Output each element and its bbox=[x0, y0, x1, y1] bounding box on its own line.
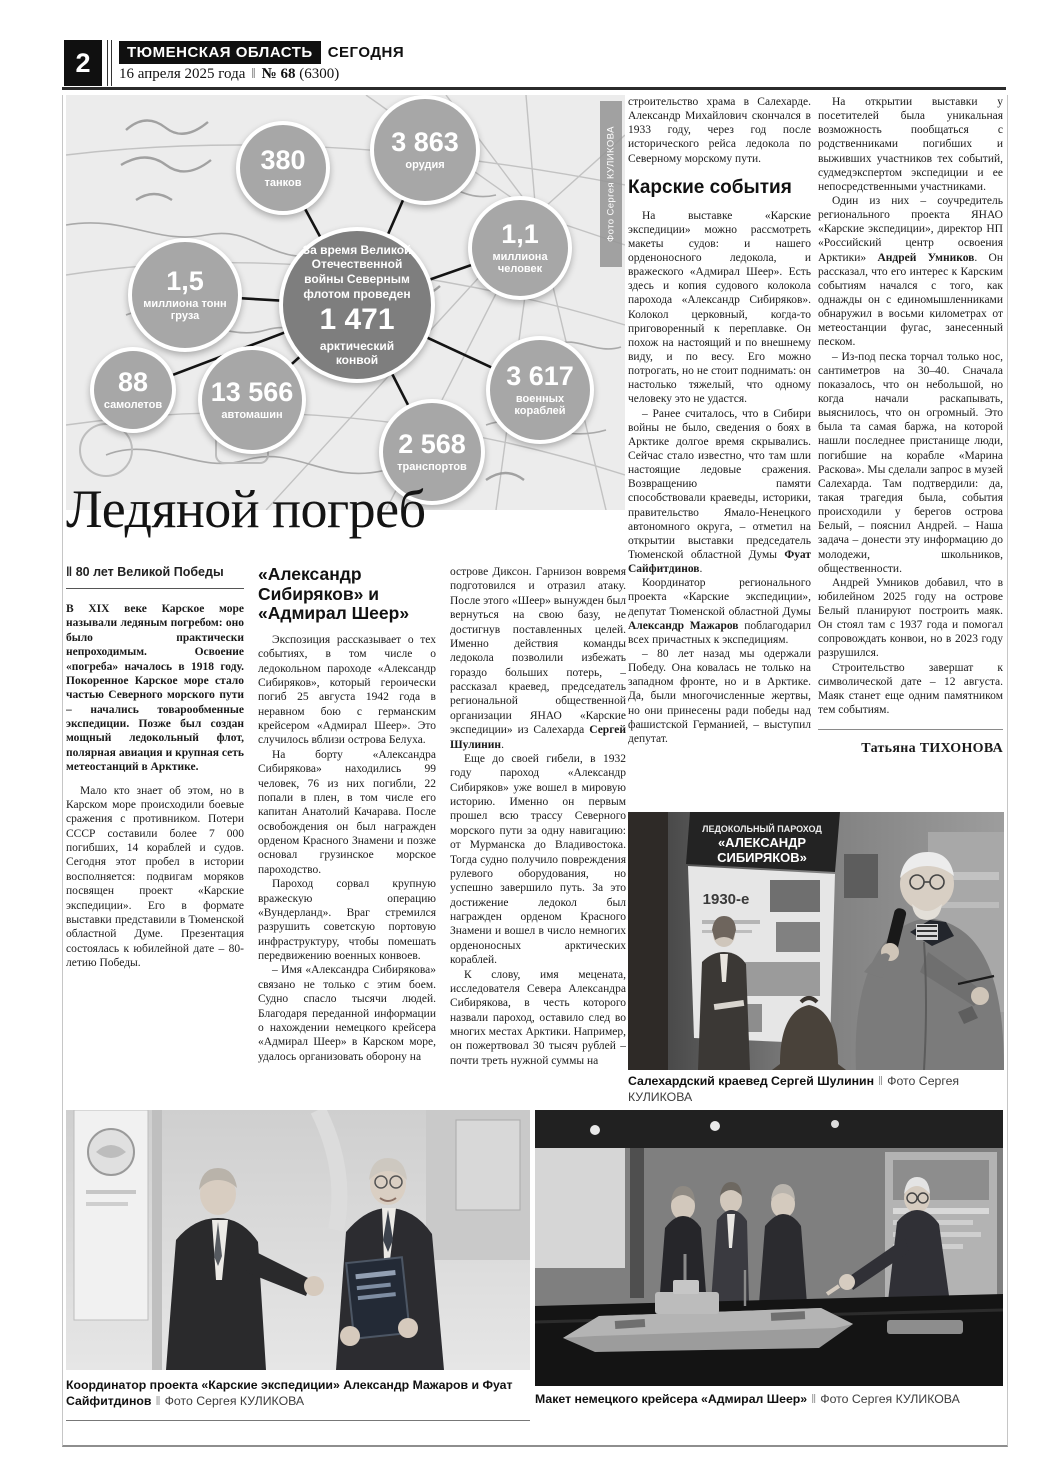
stat-cargo bbox=[128, 238, 242, 352]
paragraph: строительство храма в Салехарде. Александр Михайлович скончался в 1933 году, через год после исторического рейса ледокола по Северному морскому пути. bbox=[628, 96, 811, 165]
paragraph: На борту «Александра Сибирякова» находились 99 человек, 76 из них погибли, 22 попали в плен, в том числе его капитан Анатолий Качарава. После освобождения он был награжден орденом Красного Знамени и позже основал грузинское морское пароходство. bbox=[258, 748, 436, 876]
paragraph bbox=[628, 576, 811, 647]
stat-label: автомашин bbox=[221, 408, 283, 421]
article-title: Ледяной погреб bbox=[66, 479, 426, 539]
caption-separator: ‖ bbox=[878, 1074, 884, 1088]
stat-label: самолетов bbox=[103, 398, 163, 411]
caption-credit: Фото Сергея КУЛИКОВА bbox=[628, 1074, 960, 1104]
paragraph: На открытии выставки у посетителей была уникальная возможность пообщаться с родственниками погибших и выживших участников тех событий, судмедэкспертом экспедиции и ее непосредственными участниками. bbox=[818, 96, 1003, 193]
text-run: поблагодарил всех причастных к экспедициям. bbox=[628, 619, 811, 646]
paragraph: Экспозиция рассказывает о тех событиях, в том числе о ледокольном пароходе «Александр Сибиряков», который героически погиб 25 августа 1942 года в неравном бою с германским крейсером «Адмирал Шеер». Это случилось вблизи острова Белуха. bbox=[258, 633, 436, 747]
paragraph: Андрей Умников добавил, что в юбилейном 2025 году на острове Белый планируют построить маяк. Он стоял там с 1937 года и помогал сопровождать конвои, но в 2023 году разрушился. bbox=[818, 576, 1003, 660]
banner-title-line3: СИБИРЯКОВ» bbox=[717, 850, 807, 865]
text-run: . Он рассказал, что его интерес к Карским событиям начался с того, как однажды он с единомышленниками обнаружил в восьми километрах от метеостанции фугас, занесенный песком. bbox=[818, 251, 1003, 349]
stat-guns bbox=[370, 95, 480, 205]
text-run: Координатор регионального проекта «Карские экспедиции», депутат Тюменской областной Думы bbox=[628, 577, 811, 618]
caption-credit: Фото Сергея КУЛИКОВА bbox=[820, 1392, 960, 1406]
paragraph: Строительство завершат к символической дате – 12 августа. Маяк станет еще одним памятником тем событиям. bbox=[818, 661, 1003, 717]
stat-value: 1,1 bbox=[501, 218, 539, 249]
stat-center-convoys bbox=[279, 227, 435, 383]
stat-value: 3 617 bbox=[506, 360, 574, 391]
paragraph: К слову, имя мецената, исследователя Севера Александра Сибирякова, в честь которого назвали пароход, оставило след во многих местах Арктики. Например, он пожертвовал 30 тысяч рублей – почти треть нужной суммы на bbox=[450, 968, 626, 1067]
text-run: . bbox=[501, 738, 504, 751]
person-name: Фуат Сайфитдинов bbox=[628, 548, 811, 576]
text-run: . bbox=[699, 563, 703, 576]
subhead-karskie-sobytiya: Карские события bbox=[628, 176, 792, 198]
text-run: острове Диксон. Гарнизон вовремя подготовился и отразил атаку. После этого «Шеер» вынужден был вернуться на свою базу, не достигнув поставленных целей. Именно действия команды ледокола позволили избежать гораздо больших потерь, – рассказал краевед, председатель региональной общественной организации ЯНАО «Карские экспедиции» из Салехарда bbox=[450, 566, 626, 737]
person-name: Андрей Умников bbox=[877, 251, 975, 264]
issue-detail: (6300) bbox=[299, 66, 340, 82]
paragraph bbox=[450, 565, 626, 752]
photo-credit-vertical: Фото Сергея КУЛИКОВА bbox=[600, 101, 622, 267]
caption-shulinin bbox=[628, 1074, 1004, 1106]
stat-people bbox=[468, 196, 572, 300]
article-column-5 bbox=[818, 95, 1003, 809]
caption-text: Координатор проекта «Карские экспедиции» Александр Мажаров и Фуат Сайфитдинов bbox=[66, 1378, 513, 1408]
stat-planes bbox=[90, 347, 176, 433]
person-name: Сергей Шулинин bbox=[450, 724, 626, 751]
infographic-convoys bbox=[66, 95, 625, 510]
stat-value: 88 bbox=[117, 366, 149, 397]
caption-text: Салехардский краевед Сергей Шулинин bbox=[628, 1074, 875, 1088]
paragraph bbox=[818, 194, 1003, 350]
stat-label: миллиона человек bbox=[492, 250, 548, 275]
stat-value: 3 863 bbox=[391, 126, 459, 157]
header-divider bbox=[107, 40, 112, 86]
dateline-separator: ‖ bbox=[251, 66, 256, 82]
paragraph: На выставке «Карские экспедиции» можно рассмотреть макеты судов: и нашего орденоносного ледокола, и вражеского «Адмирал Шеер». Есть здесь и копия судового колокола парохода «Александр Сибиряков». Колокол церковный, когда-то приговоренный к переплавке. Он похож на настоящий и по внешнему виду, и по весу. Его можно потрогать, но не стоит поднимать: он настолько тяжелый, что одному человеку это не удастся. bbox=[628, 209, 811, 406]
article-column-2 bbox=[258, 565, 436, 1097]
photo-mazharov-sayfitdinov bbox=[66, 1110, 530, 1370]
stat-tanks bbox=[236, 121, 330, 215]
caption-credit: Фото Сергея КУЛИКОВА bbox=[164, 1393, 305, 1408]
subhead-sibiryakov: «Александр Сибиряков» и «Адмирал Шеер» bbox=[258, 565, 410, 624]
stat-center-text: За время Великой Отечественной войны Северным флотом проведен bbox=[302, 242, 412, 301]
stat-label: орудия bbox=[405, 158, 445, 171]
photo-shulinin bbox=[628, 812, 1004, 1070]
stat-center-label: арктический конвой bbox=[319, 339, 395, 367]
stat-label: танков bbox=[264, 176, 302, 189]
stat-label: миллиона тонн груза bbox=[143, 297, 227, 322]
banner-title-line2: «АЛЕКСАНДР bbox=[717, 835, 807, 850]
paragraph: Мало кто знает об этом, но в Карском море происходили боевые сражения с противником. Потери СССР составили более 7 000 погибших, 14 кораблей и судов. Сегодня этот пробел в истории восполняется: подвигам моряков посвящен проект «Карские экспедиции». Его в формате выставки представили в Тюменской областной Думе. Презентация состоялась к юбилейной дате – 80-летию Победы. bbox=[66, 784, 244, 969]
photo-ship-model bbox=[535, 1110, 1003, 1386]
paragraph: – Из-под песка торчал только нос, сантиметров на 30–40. Сначала показалось, что он небольшой, но когда начали раскапывать, выяснилось, что он огромный. Это была та самая баржа, на которой нашли последнее пристанище люди, погибшие на корабле «Марина Раскова». Мы сделали запрос в музей Салехарда. Там подтвердили: да, такая трагедия была, события происходили у берегов острова Белый, – пояснил Андрей. – Наша задача – донести эту информацию до молодежи, школьников, общественности. bbox=[818, 350, 1003, 575]
masthead bbox=[119, 41, 404, 64]
stat-label: военных кораблей bbox=[514, 392, 566, 417]
stat-value: 380 bbox=[260, 144, 306, 175]
caption-separator: ‖ bbox=[155, 1393, 161, 1408]
banner-decade-label: 1930-е bbox=[702, 891, 750, 908]
article-column-1 bbox=[66, 565, 244, 1097]
issue-number: № 68 bbox=[261, 66, 296, 82]
paragraph: Еще до своей гибели, в 1932 году пароход «Александр Сибиряков» уже вошел в мировую историю. Именно он первым прошел всю трассу Северного морского пути за одну навигацию: от Мурманска до Владивостока. Тогда судно получило повреждения рулевого оборудования, но успешно завершило путь. За это достижение ледокол был награжден орденом Красного Знамени и вошел в число немногих орденоносных арктических кораблей. bbox=[450, 752, 626, 967]
caption-rule bbox=[66, 1420, 530, 1421]
text-run: Один из них – соучредитель регионального проекта ЯНАО «Карские экспедиции», директор НП «Российский центр освоения Арктики» bbox=[818, 194, 1003, 264]
kicker-badge: ‖ 80 лет Великой Победы bbox=[66, 565, 244, 589]
article-lede: В XIX веке Карское море называли ледяным погребом: оно было практически непроходимым. Освоение «погреба» началось в 1918 году. Покоренное Карское море стало частью Северного морского пути – начались товарообменные экспедиции. Позже был создан мощный ледокольный флот, полярная авиация и крупная сеть метеостанций в Арктике. bbox=[66, 603, 244, 774]
article-column-3 bbox=[450, 565, 626, 1097]
stat-warships bbox=[486, 336, 594, 444]
paragraph bbox=[628, 407, 811, 577]
stat-label: транспортов bbox=[397, 460, 467, 473]
author-byline: Татьяна ТИХОНОВА bbox=[818, 729, 1003, 757]
stat-value: 13 566 bbox=[210, 376, 294, 407]
issue-date: 16 апреля 2025 года bbox=[119, 66, 246, 82]
stat-center-value: 1 471 bbox=[319, 303, 395, 337]
paragraph: – 80 лет назад мы одержали Победу. Она ковалась не только на западном фронте, но и в Арктике. Да, были многочисленные жертвы, но они принесены ради победы над фашистской Германией, – выступил депутат. bbox=[628, 647, 811, 745]
caption-ship-model bbox=[535, 1392, 1003, 1408]
stat-value: 1,5 bbox=[166, 265, 204, 296]
text-run: – Ранее считалось, что в Сибири войны не было, сведения о боях в Арктике долгое время скрывались. Сейчас стало известно, что там шли настоящие ледовые сражения. Возвращению памяти способствовали краеведы, историки, правительство Ямало-Ненецкого автономного округа, – отметил на открытии выставки председатель Тюменской областной Думы bbox=[628, 407, 811, 561]
stat-value: 2 568 bbox=[398, 428, 466, 459]
stat-trucks bbox=[198, 346, 306, 454]
caption-separator: ‖ bbox=[811, 1392, 817, 1406]
article-column-4 bbox=[628, 95, 811, 809]
header-rule bbox=[62, 87, 1006, 90]
dateline bbox=[119, 66, 339, 83]
page-number: 2 bbox=[64, 40, 102, 86]
caption-text: Макет немецкого крейсера «Адмирал Шеер» bbox=[535, 1392, 808, 1406]
person-name: Александр Мажаров bbox=[628, 619, 739, 632]
caption-mazharov bbox=[66, 1378, 530, 1410]
paragraph: Пароход сорвал крупную вражескую операцию «Вундерланд». Враг стремился разрушить советскую портовую инфраструктуру, чтобы помешать передвижению военных конвоев. bbox=[258, 878, 436, 963]
banner-title-line1: ЛЕДОКОЛЬНЫЙ ПАРОХОД bbox=[702, 824, 822, 834]
paragraph: – Имя «Александра Сибирякова» связано не только с этим боем. Судно спасло тысячи людей. Благодаря переданной информации о нахождении немецкого крейсера «Адмирал Шеер» в Карском море, удалось организовать оборону на bbox=[258, 964, 436, 1063]
brand-primary: ТЮМЕНСКАЯ ОБЛАСТЬ bbox=[119, 41, 321, 64]
brand-secondary: СЕГОДНЯ bbox=[327, 44, 405, 61]
